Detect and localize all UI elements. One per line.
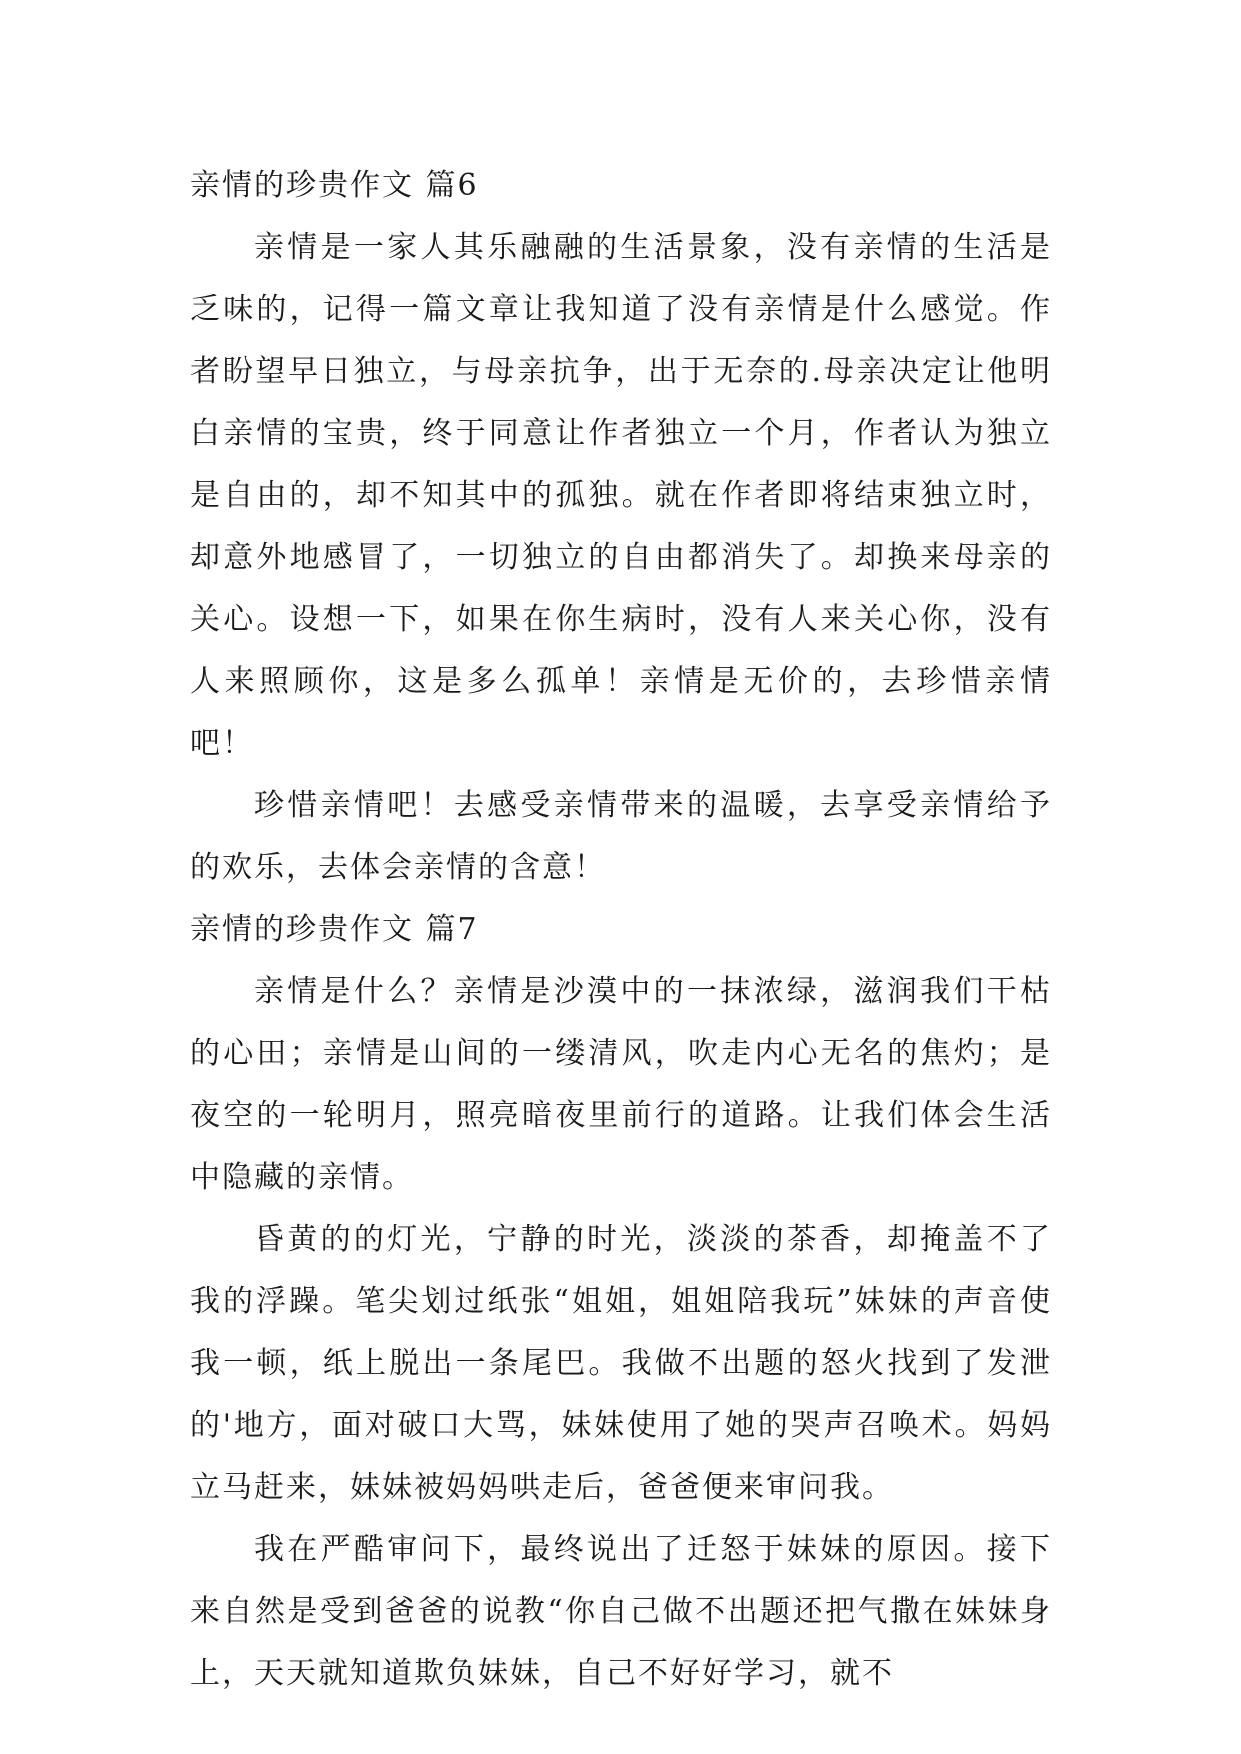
section-heading: 亲情的珍贵作文 篇7 — [190, 912, 479, 947]
paragraph: 昏黄的的灯光，宁静的时光，淡淡的茶香，却掩盖不了我的浮躁。笔尖划过纸张“姐姐，姐姐陪我玩”妹妹的声音使我一顿，纸上脱出一条尾巴。我做不出题的怒火找到了发泄的'地方，面对破口大骂，妹妹使用了她的哭声召唤术。妈妈立马赶来，妹妹被妈妈哄走后，爸爸便来审问我。 — [190, 1222, 1052, 1505]
paragraph: 珍惜亲情吧！去感受亲情带来的温暖，去享受亲情给予的欢乐，去体会亲情的含意！ — [190, 788, 1052, 885]
paragraph: 亲情是一家人其乐融融的生活景象，没有亲情的生活是乏味的，记得一篇文章让我知道了没有亲情是什么感觉。作者盼望早日独立，与母亲抗争，出于无奈的.母亲决定让他明白亲情的宝贵，终于同意让作者独立一个月，作者认为独立是自由的，却不知其中的孤独。就在作者即将结束独立时，却意外地感冒了，一切独立的自由都消失了。却换来母亲的关心。设想一下，如果在你生病时，没有人来关心你，没有人来照顾你，这是多么孤单！亲情是无价的，去珍惜亲情吧！ — [190, 230, 1052, 761]
document-page — [190, 155, 1052, 1705]
paragraph: 我在严酷审问下，最终说出了迁怒于妹妹的原因。接下来自然是受到爸爸的说教“你自己做不出题还把气撒在妹妹身上，天天就知道欺负妹妹，自己不好好学习，就不 — [190, 1532, 1052, 1691]
section-7 — [190, 899, 1052, 1705]
section-heading: 亲情的珍贵作文 篇6 — [190, 168, 479, 203]
paragraph: 亲情是什么？亲情是沙漠中的一抹浓绿，滋润我们干枯的心田；亲情是山间的一缕清风，吹走内心无名的焦灼；是夜空的一轮明月，照亮暗夜里前行的道路。让我们体会生活中隐藏的亲情。 — [190, 974, 1052, 1195]
section-6 — [190, 155, 1052, 899]
